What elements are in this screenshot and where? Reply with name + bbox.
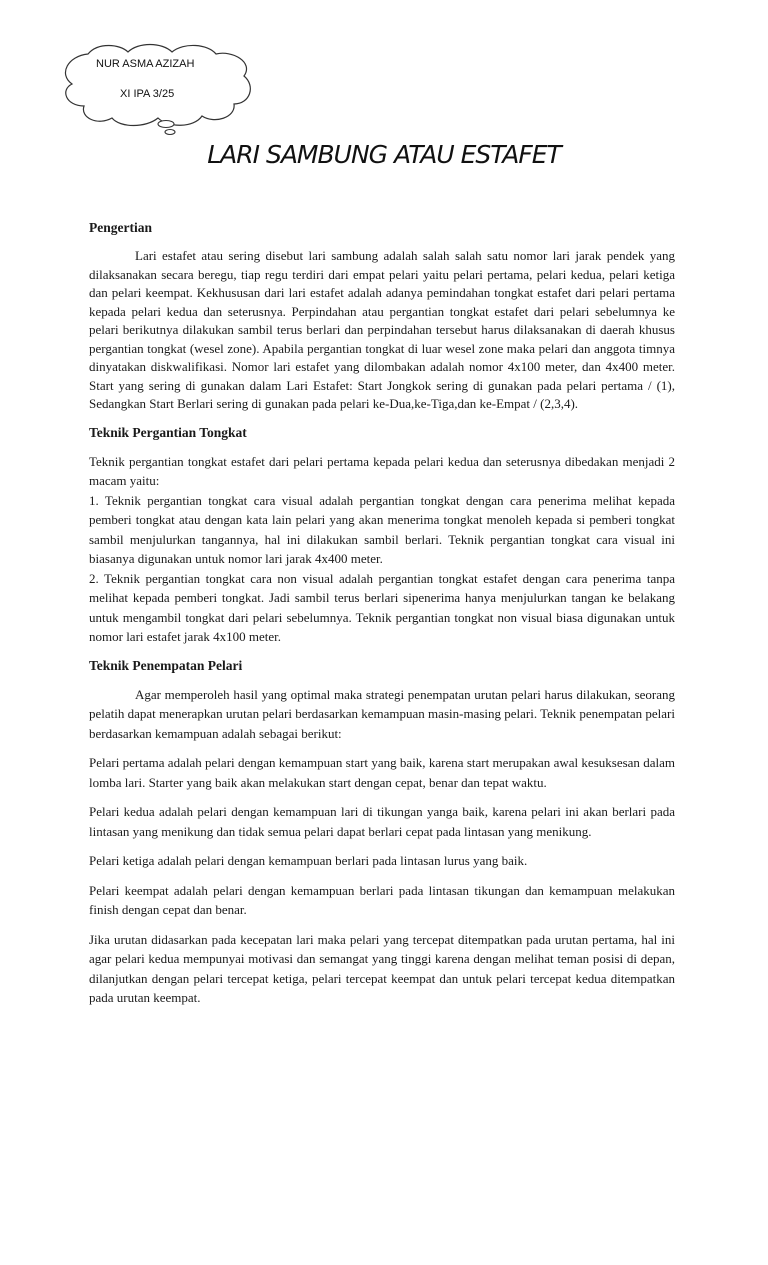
paragraph: Jika urutan didasarkan pada kecepatan lari maka pelari yang tercepat ditempatkan pada urutan pertama, hal ini agar pelari kedua mempunyai motivasi dan semangat yang tinggi karena dengan melihat teman posisi di depan, dilanjutkan dengan pelari tercepat ketiga, pelari tercepat keempat dan untuk pelari tercepat kedua ditempatkan pada urutan keempat. — [89, 931, 675, 1005]
paragraph: Pelari kedua adalah pelari dengan kemampuan lari di tikungan yanga baik, karena pelari ini akan berlari pada lintasan yang menikung dan tidak semua pelari dapat berlari cepat pada lintasan yang menikung. — [89, 804, 675, 839]
paragraph: 1. Teknik pergantian tongkat cara visual adalah pergantian tongkat dengan cara penerima melihat kepada pemberi tongkat atau dengan kata lain pelari yang akan menerima tongkat menoleh kepada si pemberi tongkat sambil menjulurkan tangannya, hal ini dilakukan sambil berlari. Teknik pergantian tongkat cara visual ini biasanya digunakan untuk nomor lari jarak 4x400 meter. — [89, 492, 675, 566]
paragraph: Pelari keempat adalah pelari dengan kemampuan berlari pada lintasan tikungan dan kemampuan melakukan finish dengan cepat dan benar. — [89, 882, 675, 917]
paragraph: Agar memperoleh hasil yang optimal maka strategi penempatan urutan pelari harus dilakukan, seorang pelatih dapat menerapkan urutan pelari berdasarkan kemampuan masin-masing pelari. Teknik penempatan pelari berdasarkan kemampuan adalah sebagai berikut: — [89, 686, 675, 741]
document-title: LARI SAMBUNG ATAU ESTAFET — [207, 140, 561, 169]
section-heading: Pengertian — [89, 220, 152, 235]
document-body — [89, 219, 675, 1018]
paragraph: 2. Teknik pergantian tongkat cara non visual adalah pergantian tongkat estafet dengan cara penerima tanpa melihat kepada pemberi tongkat. Jadi sambil terus berlari sipenerima hanya menjulurkan tangan ke belakang untuk mengambil tongkat dari pelari sebelumnya. Teknik pergantian tongkat non visual biasa digunakan untuk nomor lari estafet jarak 4x100 meter. — [89, 570, 675, 644]
author-name: NUR ASMA AZIZAH — [96, 58, 195, 70]
paragraph: Pelari pertama adalah pelari dengan kemampuan start yang baik, karena start merupakan awal kesuksesan dalam lomba lari. Starter yang baik akan melakukan start dengan cepat, benar dan tepat waktu. — [89, 755, 675, 790]
author-class: XI IPA 3/25 — [120, 88, 175, 100]
paragraph: Lari estafet atau sering disebut lari sambung adalah salah salah satu nomor lari jarak pendek yang dilaksanakan secara beregu, tiap regu terdiri dari empat pelari yaitu pelari pertama, pelari kedua, pelari ketiga dan pelari keempat. Kekhususan dari lari estafet adalah adanya pemindahan tongkat estafet dari pelari pertama kepada pelari kedua dan seterusnya. Perpindahan atau pergantian tongkat estafet dari pelari sebelumnya ke pelari berikutnya dilakukan sambil terus berlari dan perpindahan tersebut harus dilaksanakan di daerah khusus pergantian tongkat (wesel zone). Apabila pergantian tongkat di luar wesel zone maka pelari dan anggota timnya dinyatakan diskwalifikasi. Nomor lari estafet yang dilombakan adalah nomor 4x100 meter, dan 4x400 meter. Start yang sering di gunakan dalam Lari Estafet: Start Jongkok sering di gunakan pada pelari pertama / (1), Sedangkan Start Berlari sering di gunakan pada pelari ke-Dua,ke-Tiga,dan ke-Empat / (2,3,4). — [89, 248, 675, 411]
paragraph: Pelari ketiga adalah pelari dengan kemampuan berlari pada lintasan lurus yang baik. — [89, 853, 528, 868]
paragraph: Teknik pergantian tongkat estafet dari pelari pertama kepada pelari kedua dan seterusnya dibedakan menjadi 2 macam yaitu: — [89, 453, 675, 488]
section-heading: Teknik Pergantian Tongkat — [89, 424, 247, 440]
section-heading: Teknik Penempatan Pelari — [89, 657, 243, 673]
